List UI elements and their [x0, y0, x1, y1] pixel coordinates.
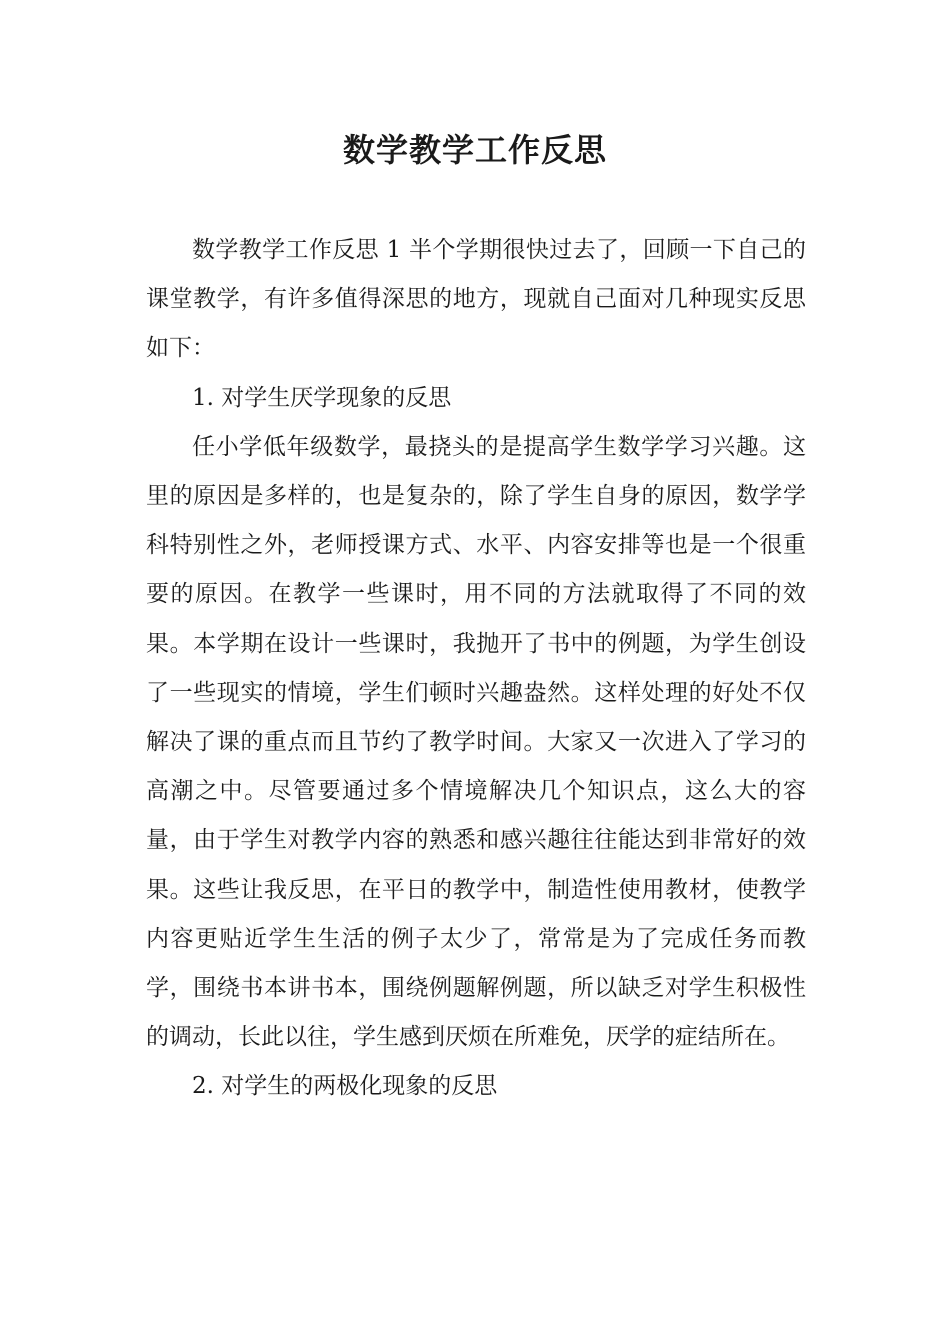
- section-heading-1: 1. 对学生厌学现象的反思: [192, 384, 452, 411]
- body-paragraph: 任小学低年级数学，最挠头的是提高学生数学学习兴趣。这里的原因是多样的，也是复杂的，除了学生自身的原因，数学学科特别性之外，老师授课方式、水平、内容安排等也是一个很重要的原因。在教学一些课时，用不同的方法就取得了不同的效果。本学期在设计一些课时，我抛开了书中的例题，为学生创设了一些现实的情境，学生们顿时兴趣盎然。这样处理的好处不仅解决了课的重点而且节约了教学时间。大家又一次进入了学习的高潮之中。尽管要通过多个情境解决几个知识点，这么大的容量，由于学生对教学内容的熟悉和感兴趣往往能达到非常好的效果。这些让我反思，在平日的教学中，制造性使用教材，使教学内容更贴近学生生活的例子太少了，常常是为了完成任务而教学，围绕书本讲书本，围绕例题解例题，所以缺乏对学生积极性的调动，长此以往，学生感到厌烦在所难免，厌学的症结所在。: [146, 433, 806, 1051]
- section-heading-2: 2. 对学生的两极化现象的反思: [192, 1073, 498, 1100]
- intro-paragraph: 数学教学工作反思 1 半个学期很快过去了，回顾一下自己的课堂教学，有许多值得深思的地方，现就自己面对几种现实反思如下：: [146, 237, 806, 362]
- document-title: 数学教学工作反思: [342, 131, 607, 169]
- document-body: [146, 226, 806, 1112]
